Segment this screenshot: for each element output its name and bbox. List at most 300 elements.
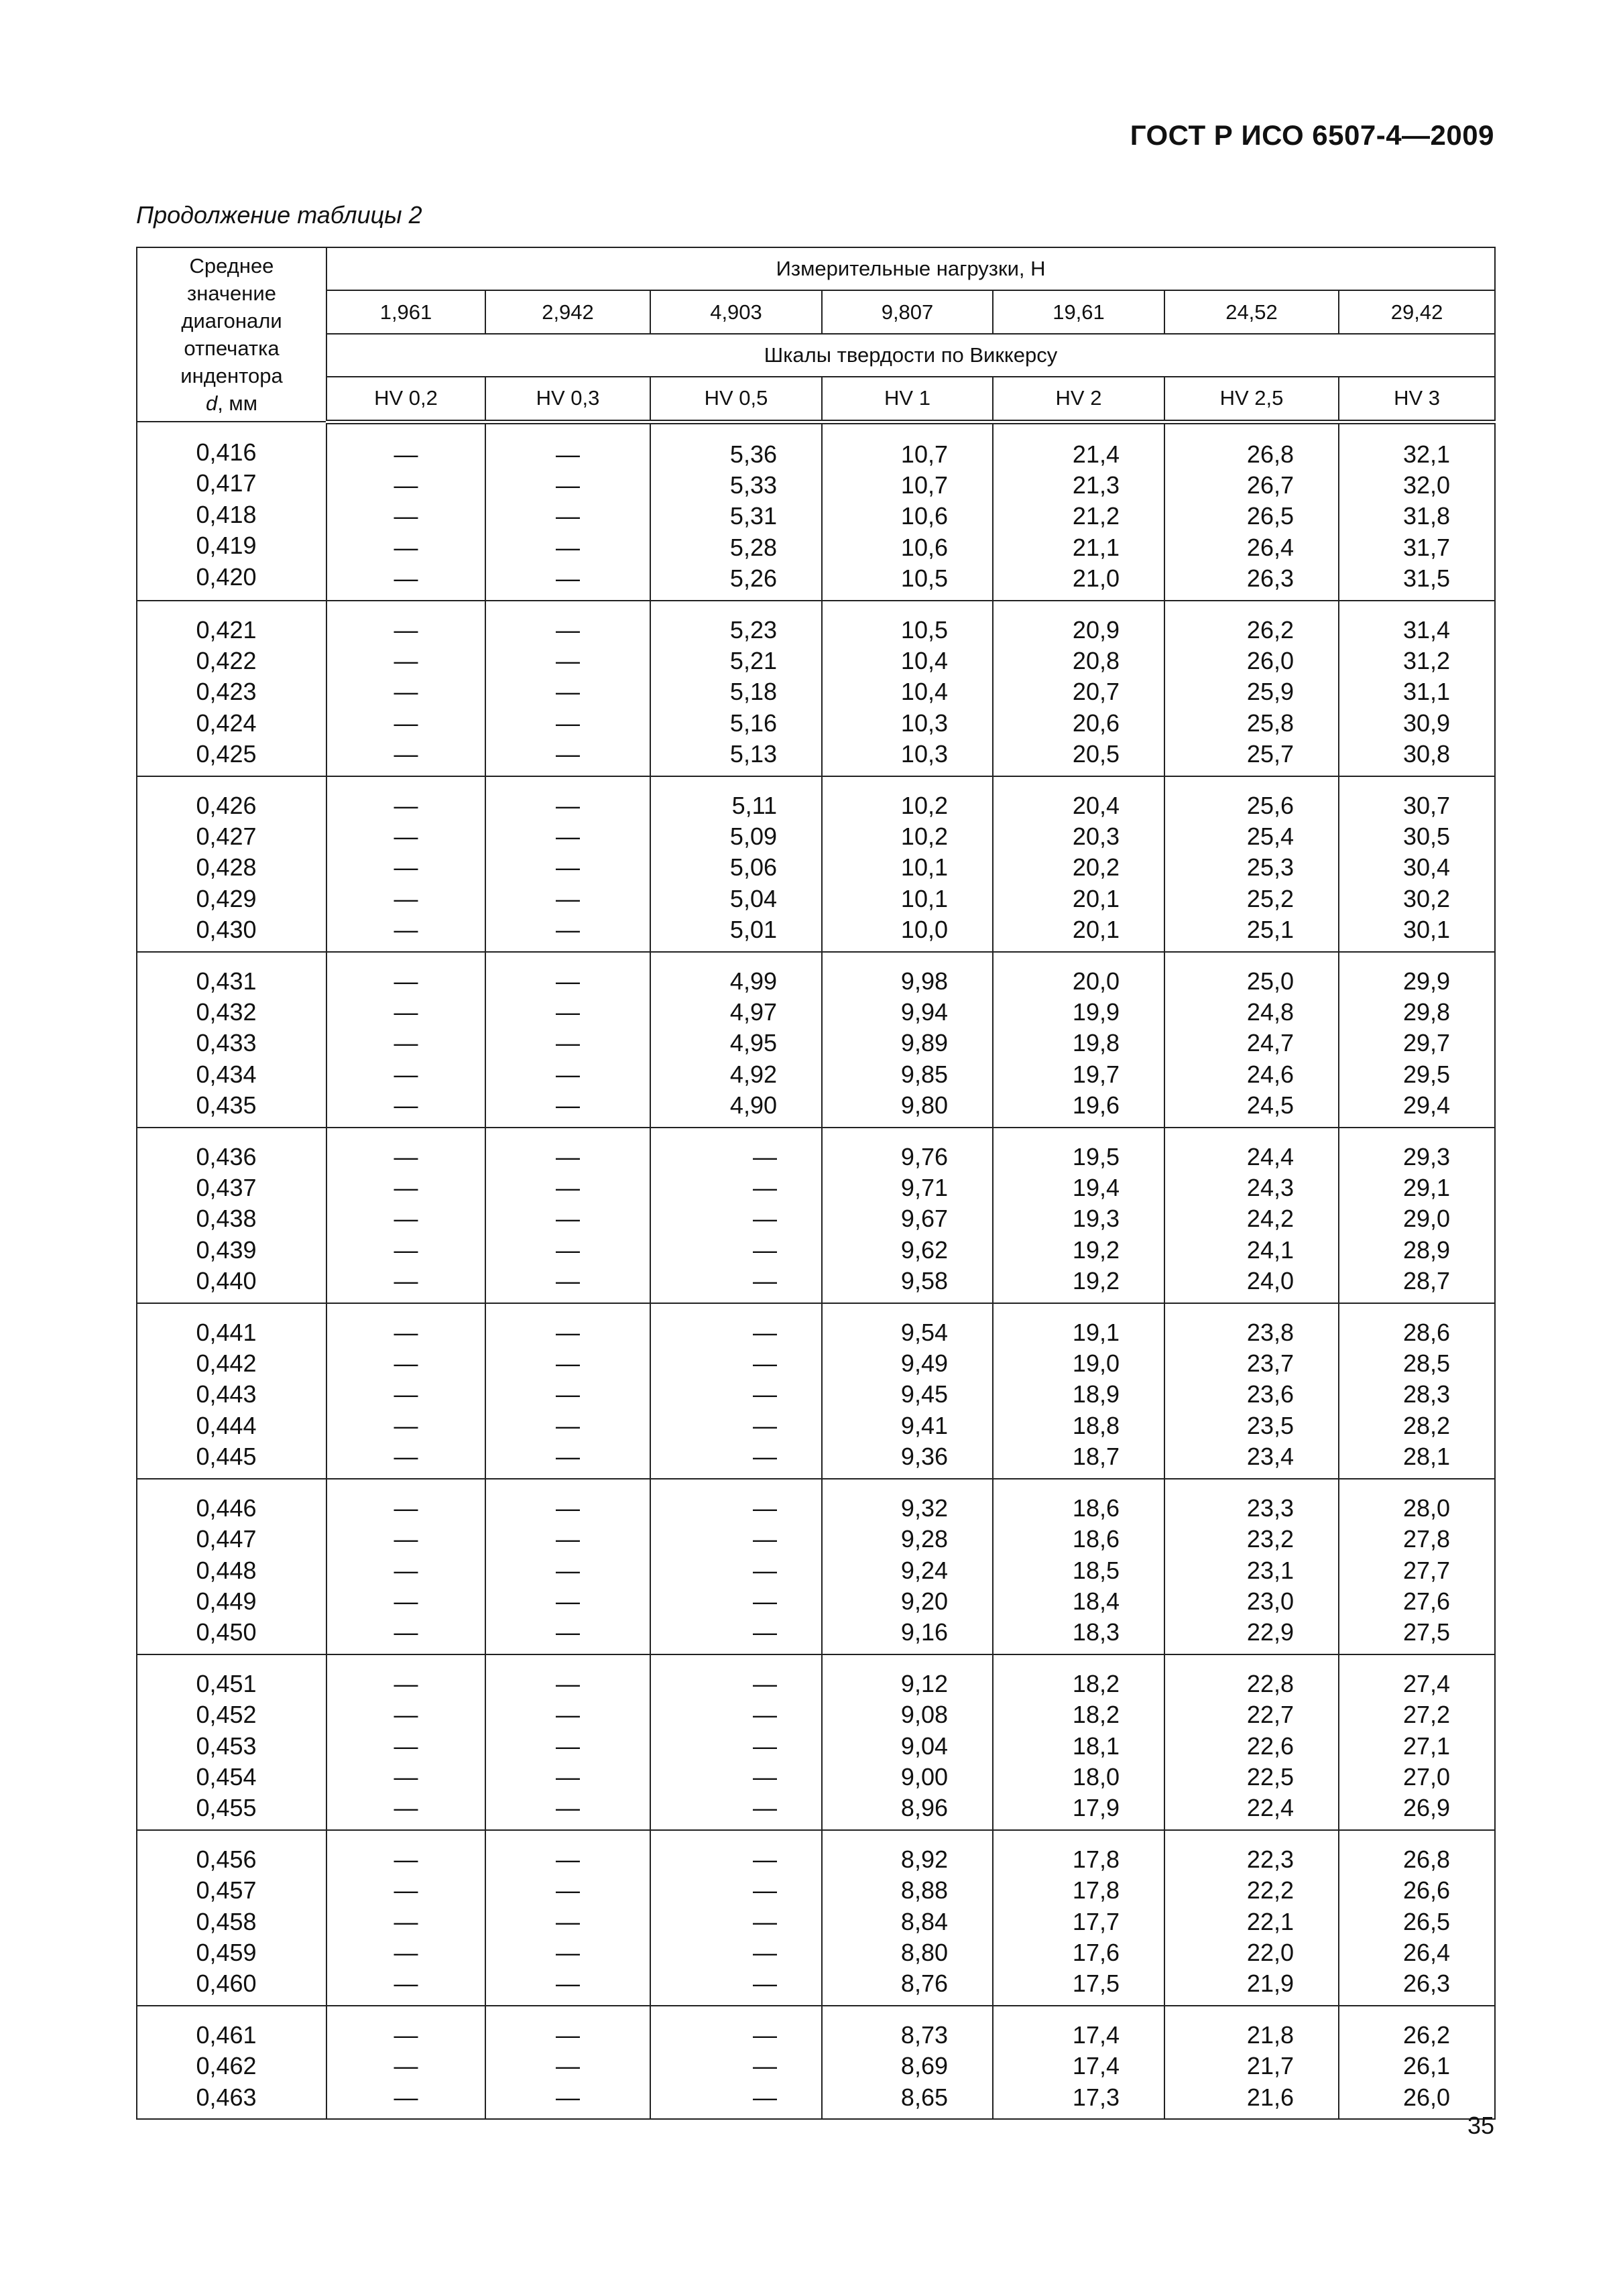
cell-value: —	[394, 1318, 418, 1346]
load-header-5: 19,61	[993, 290, 1164, 333]
hv03-cell	[485, 422, 650, 601]
cell-value: 9,62	[900, 1235, 948, 1264]
cell-value: 9,04	[900, 1732, 948, 1760]
cell-value: —	[556, 1174, 580, 1202]
cell-value: 0,436	[196, 1142, 257, 1170]
cell-value: 0,459	[196, 1938, 257, 1966]
table-row-group	[137, 776, 1495, 952]
table-row	[137, 1128, 1495, 1303]
cell-value: 25,2	[1246, 884, 1294, 912]
cell-value: 19,7	[1072, 1060, 1120, 1088]
cell-value: 0,430	[196, 916, 257, 944]
hv1-cell	[822, 601, 993, 776]
cell-value: —	[556, 740, 580, 768]
cell-value: —	[394, 998, 418, 1026]
cell-value: 0,449	[196, 1587, 257, 1615]
hv1-cell	[822, 952, 993, 1128]
cell-value: 29,3	[1403, 1142, 1451, 1170]
cell-value: —	[556, 709, 580, 737]
load-header-4: 9,807	[822, 290, 993, 333]
cell-value: 28,2	[1403, 1411, 1451, 1439]
cell-value: 25,8	[1246, 709, 1294, 737]
hv3-cell	[1339, 952, 1495, 1128]
cell-value: 26,5	[1246, 502, 1294, 530]
cell-value: 27,4	[1403, 1669, 1451, 1697]
hv1-cell	[822, 776, 993, 952]
hv3-cell	[1339, 601, 1495, 776]
cell-value: 10,4	[900, 646, 948, 674]
cell-value: 20,6	[1072, 709, 1120, 737]
cell-value: —	[556, 1494, 580, 1522]
cell-value: —	[394, 1494, 418, 1522]
cell-value: 26,7	[1246, 471, 1294, 499]
cell-value: 9,32	[900, 1494, 948, 1522]
cell-value: 29,1	[1403, 1174, 1451, 1202]
cell-value: 19,4	[1072, 1174, 1120, 1202]
cell-value: 9,20	[900, 1587, 948, 1615]
cell-value: —	[394, 1794, 418, 1822]
hv03-cell	[485, 1479, 650, 1654]
cell-value: 17,9	[1072, 1794, 1120, 1822]
cell-value: 5,31	[729, 502, 777, 530]
cell-value: —	[753, 1525, 777, 1553]
cell-value: 27,8	[1403, 1525, 1451, 1553]
cell-value: —	[753, 1876, 777, 1905]
cell-value: 10,4	[900, 678, 948, 706]
cell-value: 8,88	[900, 1876, 948, 1905]
cell-value: 17,5	[1072, 1970, 1120, 1998]
cell-value: 23,0	[1246, 1587, 1294, 1615]
cell-value: 21,4	[1072, 440, 1120, 468]
cell-value: 0,447	[196, 1525, 257, 1553]
table-row-group	[137, 1303, 1495, 1479]
cell-value: 10,3	[900, 709, 948, 737]
scale-header-6: HV 2,5	[1164, 377, 1339, 422]
hv3-cell	[1339, 1303, 1495, 1479]
cell-value: 26,0	[1403, 2083, 1451, 2111]
cell-value: —	[556, 1318, 580, 1346]
cell-value: 18,6	[1072, 1525, 1120, 1553]
cell-value: 24,8	[1246, 998, 1294, 1026]
cell-value: —	[753, 1318, 777, 1346]
cell-value: —	[394, 678, 418, 706]
cell-value: —	[394, 1349, 418, 1378]
cell-value: 19,9	[1072, 998, 1120, 1026]
cell-value: 5,13	[729, 740, 777, 768]
cell-value: 23,7	[1246, 1349, 1294, 1378]
diagonal-cell	[137, 952, 326, 1128]
cell-value: —	[394, 822, 418, 850]
cell-value: —	[394, 1267, 418, 1295]
cell-value: 18,2	[1072, 1701, 1120, 1729]
hv05-cell	[650, 1303, 822, 1479]
cell-value: 19,3	[1072, 1205, 1120, 1233]
cell-value: —	[753, 1411, 777, 1439]
diagonal-cell	[137, 1479, 326, 1654]
cell-value: 5,11	[731, 791, 777, 819]
vickers-hardness-table	[136, 247, 1496, 2120]
hv2-cell	[993, 1128, 1164, 1303]
cell-value: 24,5	[1246, 1091, 1294, 1120]
cell-value: —	[556, 853, 580, 882]
cell-value: 4,90	[729, 1091, 777, 1120]
cell-value: —	[753, 1235, 777, 1264]
cell-value: 8,65	[900, 2083, 948, 2111]
cell-value: 0,416	[196, 438, 257, 466]
hv02-cell	[326, 1830, 485, 2006]
hv03-cell	[485, 776, 650, 952]
cell-value: 26,5	[1403, 1907, 1451, 1935]
cell-value: —	[394, 1525, 418, 1553]
cell-value: 27,7	[1403, 1556, 1451, 1584]
cell-value: —	[556, 1732, 580, 1760]
cell-value: 10,2	[900, 822, 948, 850]
load-header-1: 1,961	[326, 290, 485, 333]
cell-value: —	[394, 1732, 418, 1760]
cell-value: —	[394, 1618, 418, 1646]
cell-value: 21,9	[1246, 1970, 1294, 1998]
cell-value: 0,437	[196, 1174, 257, 1202]
cell-value: 9,85	[900, 1060, 948, 1088]
cell-value: 22,1	[1246, 1907, 1294, 1935]
hv2-cell	[993, 776, 1164, 952]
hv3-cell	[1339, 776, 1495, 952]
cell-value: 17,4	[1072, 2052, 1120, 2080]
cell-value: 22,6	[1246, 1732, 1294, 1760]
cell-value: 0,431	[196, 967, 257, 995]
cell-value: 17,7	[1072, 1907, 1120, 1935]
cell-value: 0,450	[196, 1618, 257, 1646]
cell-value: 26,1	[1403, 2052, 1451, 2080]
cell-value: —	[556, 1525, 580, 1553]
cell-value: —	[556, 1701, 580, 1729]
cell-value: 23,6	[1246, 1380, 1294, 1408]
cell-value: 0,428	[196, 853, 257, 882]
cell-value: —	[394, 1845, 418, 1873]
cell-value: 21,1	[1072, 533, 1120, 561]
cell-value: —	[394, 471, 418, 499]
cell-value: 18,7	[1072, 1443, 1120, 1471]
hv03-cell	[485, 1303, 650, 1479]
hv25-cell	[1164, 776, 1339, 952]
cell-value: 9,12	[900, 1669, 948, 1697]
cell-value: 24,2	[1246, 1205, 1294, 1233]
cell-value: 26,3	[1246, 564, 1294, 593]
hv2-cell	[993, 422, 1164, 601]
cell-value: 0,438	[196, 1205, 257, 1233]
cell-value: 30,9	[1403, 709, 1451, 737]
cell-value: 27,0	[1403, 1762, 1451, 1791]
hv3-cell	[1339, 422, 1495, 601]
load-header-6: 24,52	[1164, 290, 1339, 333]
cell-value: 32,1	[1403, 440, 1451, 468]
cell-value: —	[394, 1091, 418, 1120]
row-header-symbol: d	[205, 391, 218, 415]
cell-value: 19,0	[1072, 1349, 1120, 1378]
cell-value: —	[556, 1556, 580, 1584]
cell-value: —	[556, 791, 580, 819]
cell-value: 22,2	[1246, 1876, 1294, 1905]
cell-value: —	[394, 967, 418, 995]
cell-value: —	[394, 440, 418, 468]
cell-value: —	[556, 564, 580, 593]
cell-value: —	[556, 1380, 580, 1408]
cell-value: 10,6	[900, 502, 948, 530]
hv3-cell	[1339, 1654, 1495, 1830]
load-header-7: 29,42	[1339, 290, 1495, 333]
cell-value: 0,451	[196, 1669, 257, 1697]
hv02-cell	[326, 952, 485, 1128]
hv05-cell	[650, 952, 822, 1128]
cell-value: —	[394, 1205, 418, 1233]
cell-value: —	[753, 2020, 777, 2049]
scale-header-7: HV 3	[1339, 377, 1495, 422]
cell-value: 9,36	[900, 1443, 948, 1471]
cell-value: 20,3	[1072, 822, 1120, 850]
cell-value: 5,04	[729, 884, 777, 912]
cell-value: 25,0	[1246, 967, 1294, 995]
cell-value: —	[394, 709, 418, 737]
cell-value: 18,0	[1072, 1762, 1120, 1791]
cell-value: 0,418	[196, 500, 257, 528]
cell-value: —	[556, 2020, 580, 2049]
cell-value: —	[556, 1091, 580, 1120]
cell-value: 24,3	[1246, 1174, 1294, 1202]
cell-value: 10,1	[900, 884, 948, 912]
cell-value: 0,458	[196, 1907, 257, 1935]
cell-value: 31,2	[1403, 646, 1451, 674]
cell-value: —	[556, 916, 580, 944]
cell-value: —	[753, 1556, 777, 1584]
cell-value: —	[394, 1587, 418, 1615]
cell-value: 9,41	[900, 1411, 948, 1439]
cell-value: 30,4	[1403, 853, 1451, 882]
scale-header-4: HV 1	[822, 377, 993, 422]
hv05-cell	[650, 2006, 822, 2119]
cell-value: 17,8	[1072, 1845, 1120, 1873]
cell-value: —	[556, 998, 580, 1026]
cell-value: —	[753, 1701, 777, 1729]
cell-value: 26,9	[1403, 1794, 1451, 1822]
cell-value: 17,8	[1072, 1876, 1120, 1905]
cell-value: 27,6	[1403, 1587, 1451, 1615]
cell-value: 0,419	[196, 532, 257, 560]
cell-value: —	[556, 967, 580, 995]
cell-value: —	[394, 1669, 418, 1697]
cell-value: 9,16	[900, 1618, 948, 1646]
cell-value: 22,0	[1246, 1938, 1294, 1966]
cell-value: —	[556, 1876, 580, 1905]
table-row-group	[137, 2006, 1495, 2119]
cell-value: 10,2	[900, 791, 948, 819]
cell-value: 25,7	[1246, 740, 1294, 768]
hv03-cell	[485, 601, 650, 776]
cell-value: —	[556, 884, 580, 912]
cell-value: 32,0	[1403, 471, 1451, 499]
cell-value: 25,4	[1246, 822, 1294, 850]
cell-value: 29,9	[1403, 967, 1451, 995]
cell-value: —	[394, 884, 418, 912]
cell-value: 28,1	[1403, 1443, 1451, 1471]
hv3-cell	[1339, 1830, 1495, 2006]
cell-value: —	[753, 1267, 777, 1295]
hv05-cell	[650, 776, 822, 952]
diagonal-cell	[137, 776, 326, 952]
cell-value: 0,454	[196, 1762, 257, 1791]
cell-value: 25,3	[1246, 853, 1294, 882]
cell-value: —	[556, 1142, 580, 1170]
hv02-cell	[326, 601, 485, 776]
cell-value: 22,4	[1246, 1794, 1294, 1822]
cell-value: 0,461	[196, 2020, 257, 2049]
hv2-cell	[993, 952, 1164, 1128]
hv05-cell	[650, 422, 822, 601]
cell-value: 4,95	[729, 1029, 777, 1057]
cell-value: 5,26	[729, 564, 777, 593]
hv25-cell	[1164, 952, 1339, 1128]
cell-value: —	[556, 615, 580, 644]
cell-value: 26,3	[1403, 1970, 1451, 1998]
cell-value: 8,92	[900, 1845, 948, 1873]
cell-value: 24,6	[1246, 1060, 1294, 1088]
cell-value: 25,6	[1246, 791, 1294, 819]
cell-value: —	[556, 1794, 580, 1822]
cell-value: —	[753, 1142, 777, 1170]
cell-value: 18,5	[1072, 1556, 1120, 1584]
cell-value: 9,00	[900, 1762, 948, 1791]
cell-value: —	[753, 1669, 777, 1697]
table-row	[137, 601, 1495, 776]
cell-value: 8,96	[900, 1794, 948, 1822]
row-header-line1: Среднее	[189, 254, 274, 278]
hv2-cell	[993, 1830, 1164, 2006]
cell-value: 26,8	[1246, 440, 1294, 468]
cell-value: 0,421	[196, 615, 257, 644]
hv02-cell	[326, 776, 485, 952]
cell-value: —	[394, 1235, 418, 1264]
diagonal-cell	[137, 1303, 326, 1479]
scale-header-2: HV 0,3	[485, 377, 650, 422]
cell-value: 30,2	[1403, 884, 1451, 912]
table-row	[137, 422, 1495, 601]
cell-value: 10,7	[900, 440, 948, 468]
cell-value: —	[394, 916, 418, 944]
cell-value: 10,1	[900, 853, 948, 882]
cell-value: 20,2	[1072, 853, 1120, 882]
cell-value: 21,6	[1246, 2083, 1294, 2111]
cell-value: 24,4	[1246, 1142, 1294, 1170]
hv02-cell	[326, 1479, 485, 1654]
cell-value: 22,3	[1246, 1845, 1294, 1873]
cell-value: 25,1	[1246, 916, 1294, 944]
cell-value: 9,80	[900, 1091, 948, 1120]
cell-value: 9,54	[900, 1318, 948, 1346]
document-standard-title: ГОСТ Р ИСО 6507-4—2009	[1130, 119, 1494, 151]
cell-value: 20,8	[1072, 646, 1120, 674]
cell-value: 20,0	[1072, 967, 1120, 995]
cell-value: 17,4	[1072, 2020, 1120, 2049]
cell-value: 0,425	[196, 740, 257, 768]
cell-value: 30,1	[1403, 916, 1451, 944]
cell-value: 23,2	[1246, 1525, 1294, 1553]
cell-value: —	[394, 1701, 418, 1729]
row-header-line2: значение	[187, 282, 276, 305]
cell-value: 0,460	[196, 1970, 257, 1998]
cell-value: —	[753, 2052, 777, 2080]
cell-value: —	[394, 1762, 418, 1791]
hv05-cell	[650, 1654, 822, 1830]
hv2-cell	[993, 1654, 1164, 1830]
table-row-group	[137, 1128, 1495, 1303]
cell-value: 20,7	[1072, 678, 1120, 706]
cell-value: 8,73	[900, 2020, 948, 2049]
cell-value: 22,7	[1246, 1701, 1294, 1729]
cell-value: 5,33	[729, 471, 777, 499]
cell-value: 0,452	[196, 1701, 257, 1729]
cell-value: 24,0	[1246, 1267, 1294, 1295]
cell-value: 0,462	[196, 2052, 257, 2080]
cell-value: 10,0	[900, 916, 948, 944]
cell-value: 21,3	[1072, 471, 1120, 499]
cell-value: —	[394, 1907, 418, 1935]
cell-value: 0,424	[196, 709, 257, 737]
cell-value: 27,2	[1403, 1701, 1451, 1729]
cell-value: —	[394, 502, 418, 530]
cell-value: 19,2	[1072, 1235, 1120, 1264]
cell-value: 0,433	[196, 1029, 257, 1057]
cell-value: 4,92	[729, 1060, 777, 1088]
cell-value: 31,8	[1403, 502, 1451, 530]
cell-value: 23,3	[1246, 1494, 1294, 1522]
cell-value: 0,455	[196, 1794, 257, 1822]
cell-value: 0,422	[196, 646, 257, 674]
diagonal-cell	[137, 422, 326, 601]
load-header-3: 4,903	[650, 290, 822, 333]
cell-value: 9,58	[900, 1267, 948, 1295]
hv2-cell	[993, 1479, 1164, 1654]
cell-value: —	[753, 2083, 777, 2111]
cell-value: 28,0	[1403, 1494, 1451, 1522]
hv05-cell	[650, 601, 822, 776]
cell-value: —	[753, 1970, 777, 1998]
cell-value: 17,3	[1072, 2083, 1120, 2111]
cell-value: —	[753, 1494, 777, 1522]
cell-value: —	[556, 1349, 580, 1378]
cell-value: 5,21	[729, 646, 777, 674]
hv1-cell	[822, 1479, 993, 1654]
cell-value: 21,0	[1072, 564, 1120, 593]
cell-value: —	[394, 564, 418, 593]
cell-value: 9,76	[900, 1142, 948, 1170]
cell-value: —	[394, 1060, 418, 1088]
cell-value: —	[394, 740, 418, 768]
cell-value: 0,448	[196, 1556, 257, 1584]
hv3-cell	[1339, 1128, 1495, 1303]
hv2-cell	[993, 2006, 1164, 2119]
table-row-group	[137, 1830, 1495, 2006]
cell-value: —	[394, 646, 418, 674]
cell-value: 10,5	[900, 615, 948, 644]
cell-value: 8,80	[900, 1938, 948, 1966]
cell-value: 8,76	[900, 1970, 948, 1998]
cell-value: —	[394, 791, 418, 819]
cell-value: 9,45	[900, 1380, 948, 1408]
cell-value: —	[753, 1205, 777, 1233]
cell-value: —	[753, 1587, 777, 1615]
cell-value: 9,24	[900, 1556, 948, 1584]
cell-value: 9,28	[900, 1525, 948, 1553]
cell-value: —	[556, 2083, 580, 2111]
